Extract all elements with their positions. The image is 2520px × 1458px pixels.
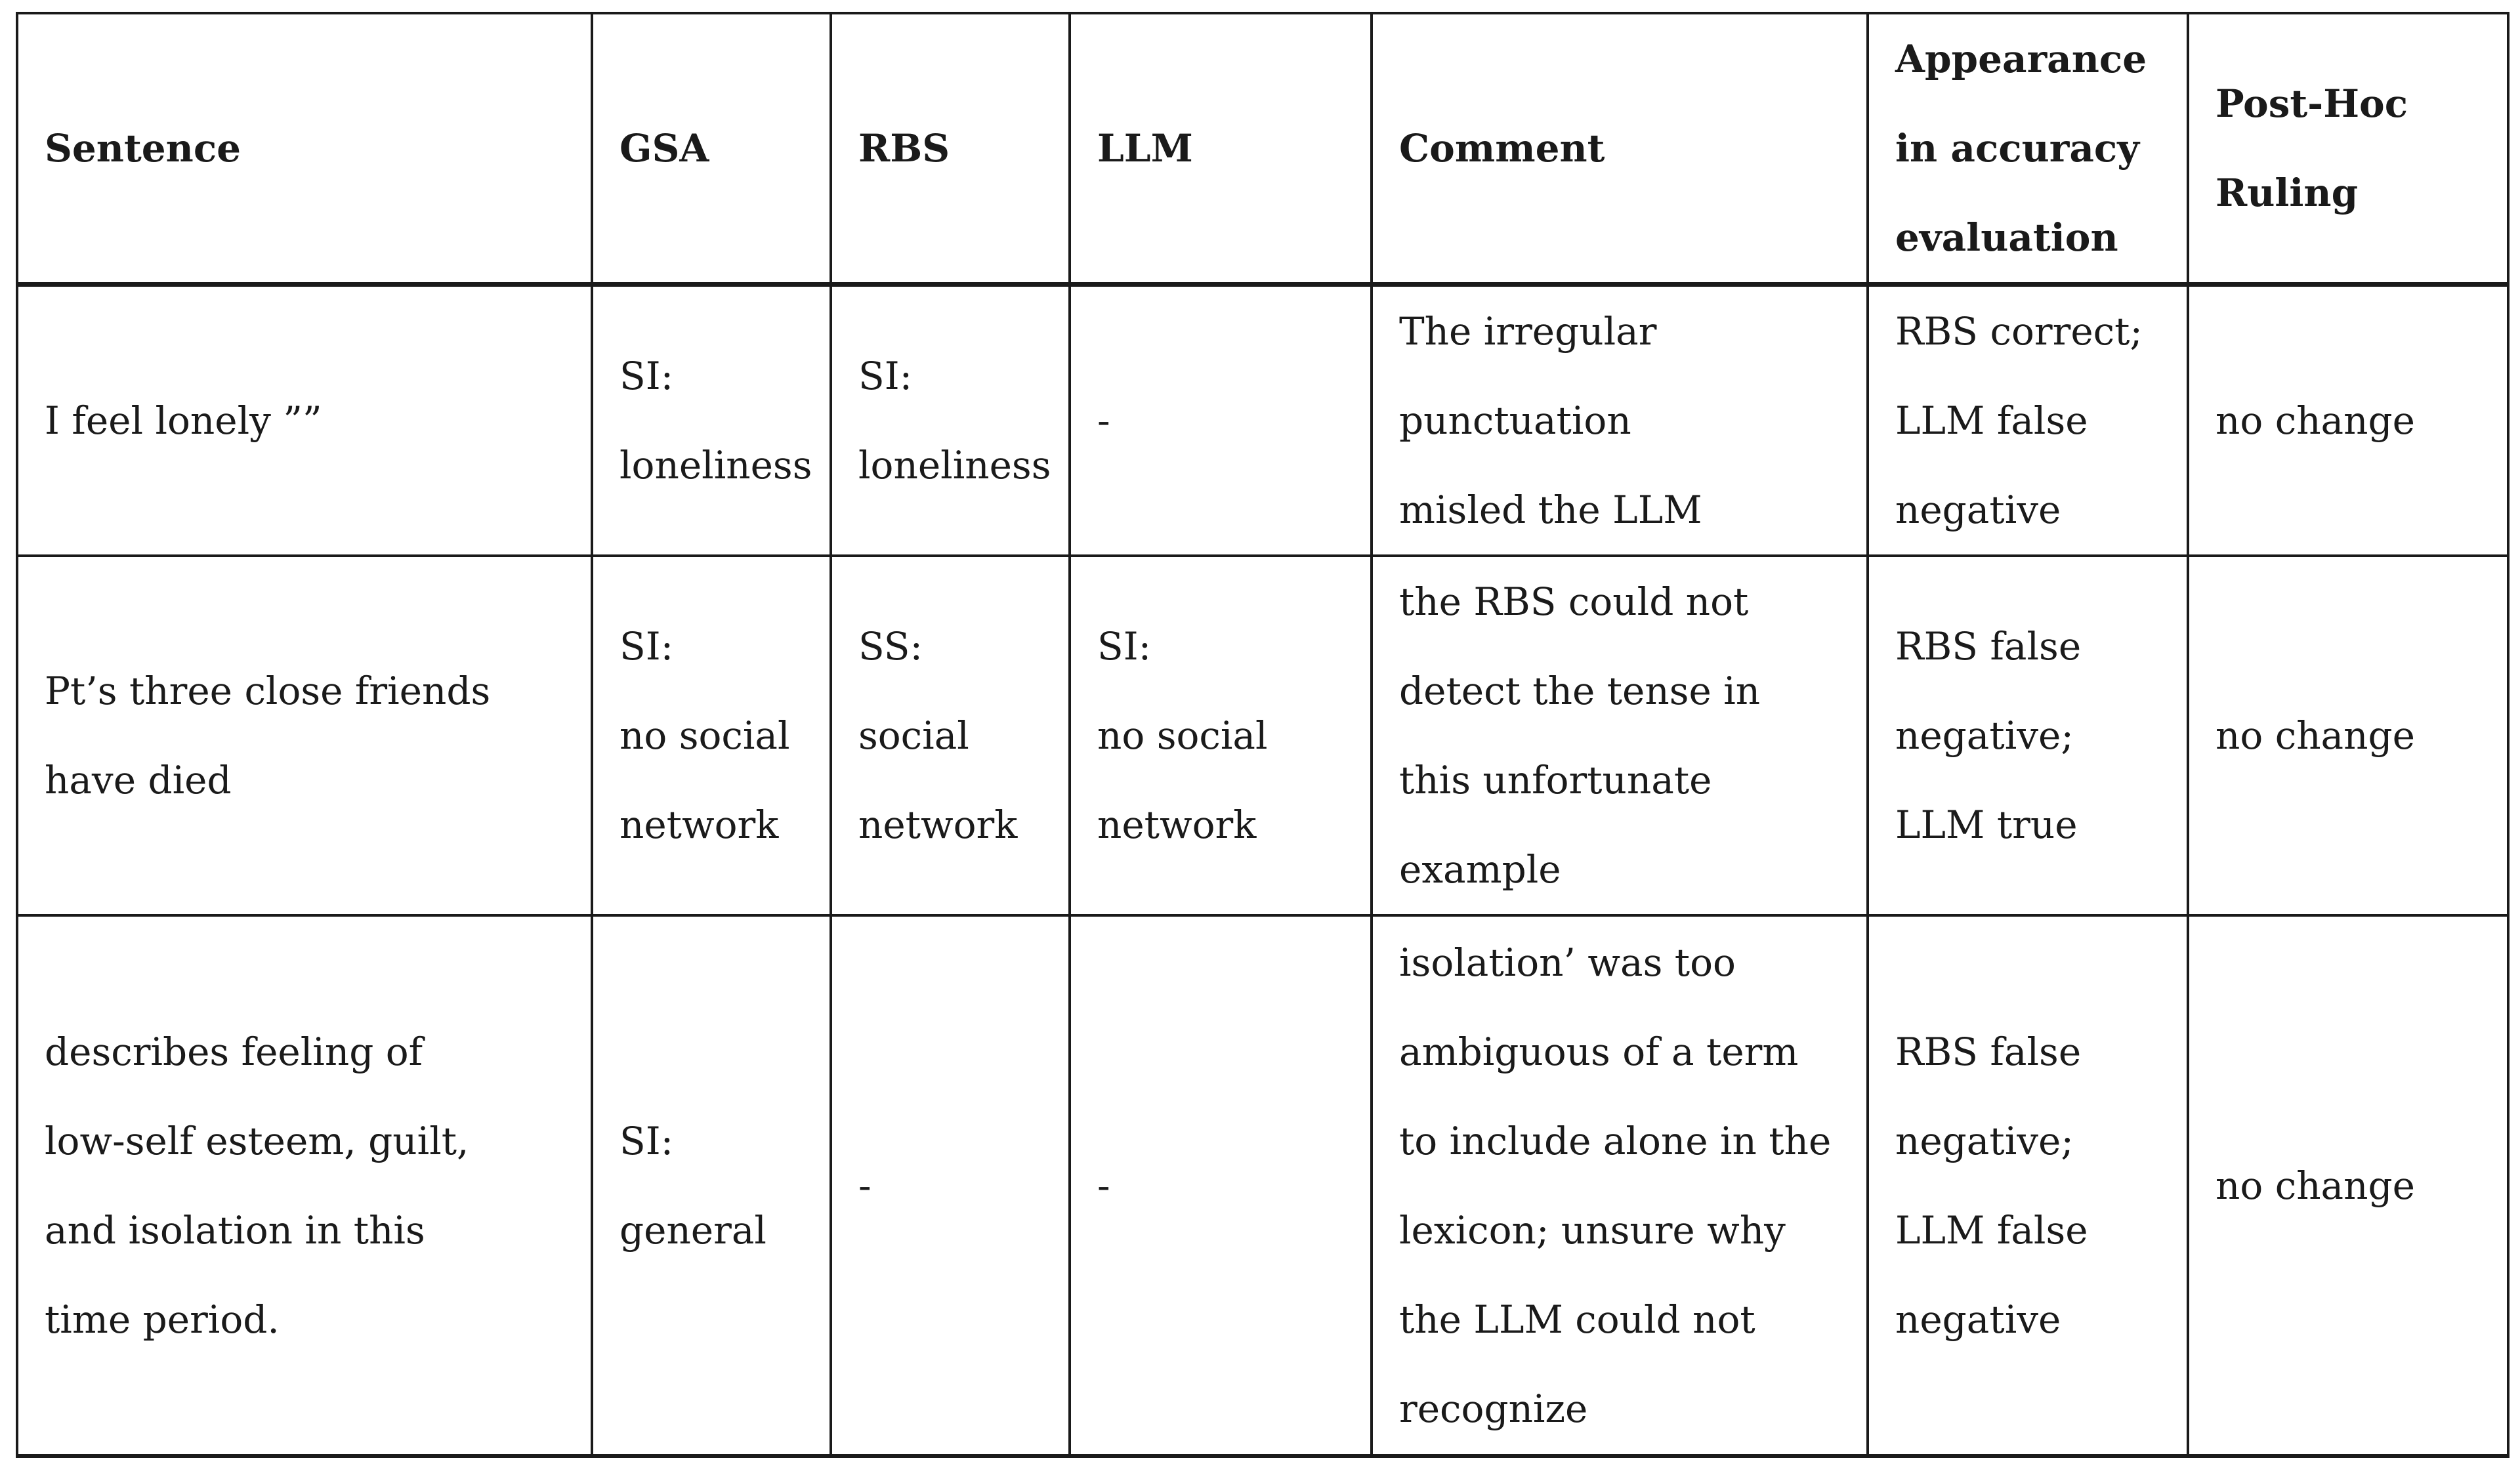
header-rbs: RBS (831, 13, 1070, 285)
cell-llm: SI: no social network (1070, 556, 1372, 915)
cell-comment: The irregular punctuation misled the LLM (1372, 285, 1868, 556)
cell-rbs: SI: loneliness (831, 285, 1070, 556)
cell-gsa: SI: loneliness (592, 285, 831, 556)
header-llm: LLM (1070, 13, 1372, 285)
cell-gsa: SI: general (592, 915, 831, 1456)
header-row (17, 13, 2508, 285)
header-appearance: Appearance in accuracy evaluation (1868, 13, 2188, 285)
header-sentence: Sentence (17, 13, 592, 285)
table-header (17, 13, 2508, 285)
table-row (17, 285, 2508, 556)
cell-gsa: SI: no social network (592, 556, 831, 915)
cell-ruling: no change (2188, 556, 2508, 915)
cell-ruling: no change (2188, 915, 2508, 1456)
cell-sentence: describes feeling of low-self esteem, guilt, and isolation in this time period. (17, 915, 592, 1456)
cell-comment: the RBS could not detect the tense in this unfortunate example (1372, 556, 1868, 915)
results-table (16, 12, 2510, 1458)
header-gsa: GSA (592, 13, 831, 285)
cell-appearance: RBS false negative; LLM false negative (1868, 915, 2188, 1456)
table-row (17, 556, 2508, 915)
cell-sentence: Pt’s three close friends have died (17, 556, 592, 915)
cell-comment: isolation’ was too ambiguous of a term to include alone in the lexicon; unsure why the LLM could not recognize (1372, 915, 1868, 1456)
cell-appearance: RBS false negative; LLM true (1868, 556, 2188, 915)
cell-llm: - (1070, 285, 1372, 556)
header-ruling: Post-Hoc Ruling (2188, 13, 2508, 285)
table-row (17, 915, 2508, 1456)
cell-appearance: RBS correct; LLM false negative (1868, 285, 2188, 556)
cell-ruling: no change (2188, 285, 2508, 556)
cell-sentence: I feel lonely ”” (17, 285, 592, 556)
table-body (17, 285, 2508, 1457)
cell-rbs: - (831, 915, 1070, 1456)
header-comment: Comment (1372, 13, 1868, 285)
cell-rbs: SS: social network (831, 556, 1070, 915)
cell-llm: - (1070, 915, 1372, 1456)
